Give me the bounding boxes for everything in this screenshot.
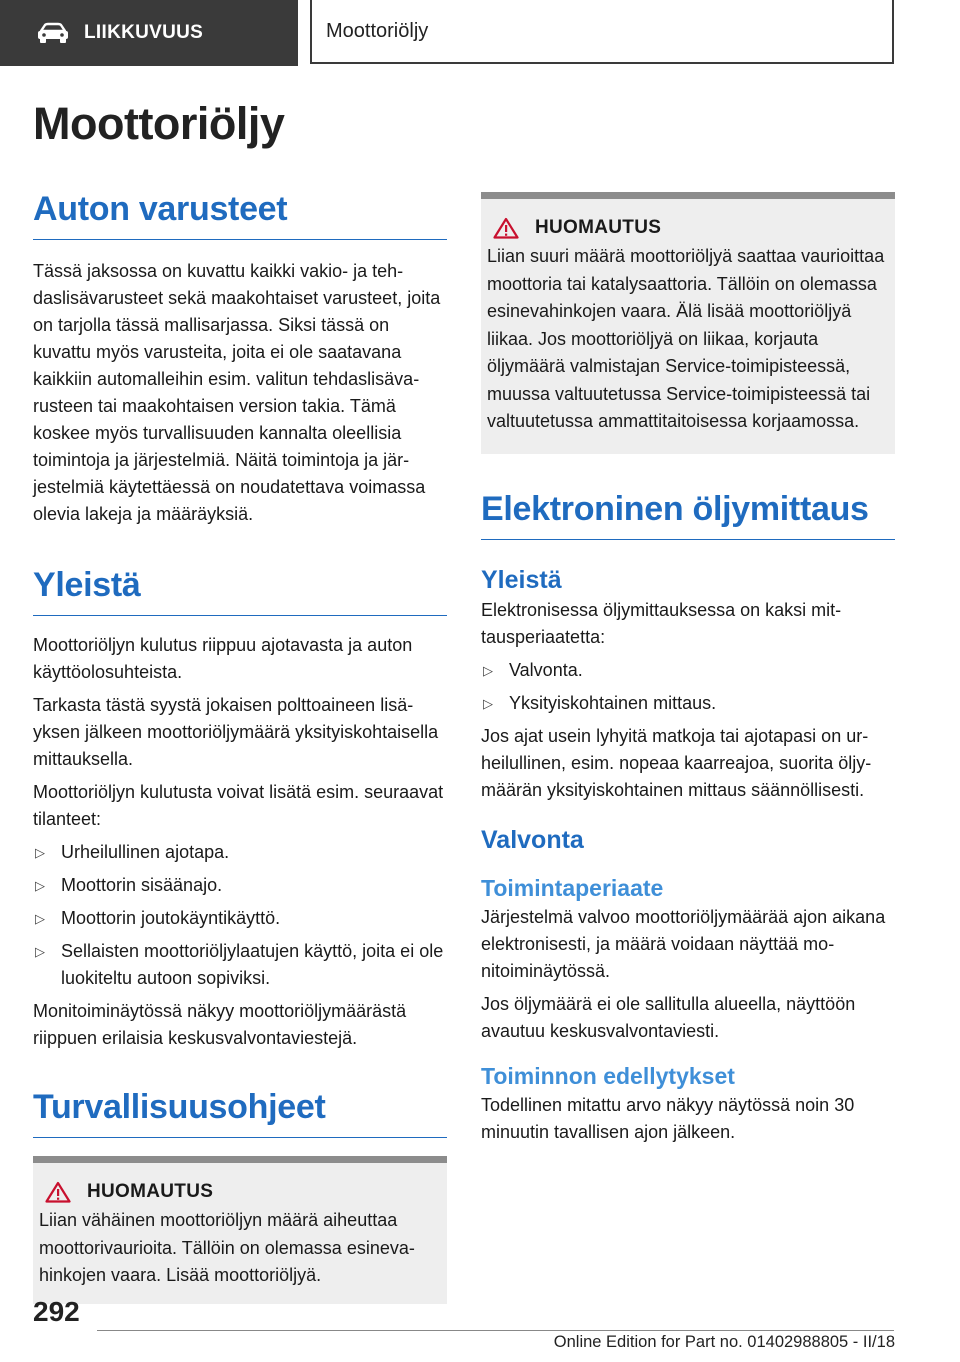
warning-triangle-icon [493,217,519,239]
list-item: ▷ Urheilullinen ajotapa. [33,839,447,866]
general-heading: Yleistä [33,566,447,616]
monitoring-heading: Valvonta [481,825,584,854]
general-p2: Tarkasta tästä syystä jokaisen polttoaineen lisäyksen jälkeen moottoriöljymäärä yksityiskohtaisella mittauksella. [33,695,439,769]
warning-triangle-icon [45,1181,71,1203]
electronic-general-heading: Yleistä [481,565,562,594]
list-item: ▷ Sellaisten moottoriöljylaatujen käyttö, joita ei ole luokiteltu autoon sopiviksi. [33,938,447,992]
electronic-general-text2: Jos ajat usein lyhyitä matkoja tai ajotapasi on urheilullinen, esim. nopeaa kaarreajoa, suorita öljymäärän yksityiskohtainen mittaus säännöllisesti. [481,725,872,800]
general-p3: Moottoriöljyn kulutusta voivat lisätä esim. seuraavat tilanteet: [33,782,444,829]
edition-text: Online Edition for Part no. 01402988805 - II/18 [553,1333,895,1351]
notice-text: Liian suuri määrä moottoriöljyä saattaa vaurioittaa moottoria tai katalysaattoria. Tällöin on olemassa esinevahinkojen vaara. Älä lisää moottoriöljyä liikaa. Jos moottoriöljyä on liikaa, korjauta öljymäärä valmistajan Service-toimipisteessä, muussa valtuutetussa Service-toimipisteessä tai valtuutetussa ammattitaitoisessa korjaamossa. [487,246,885,431]
safety-notice [33,1156,447,1304]
electronic-heading: Elektroninen öljymittaus [481,490,895,540]
notice-title: HUOMAUTUS [87,1181,214,1202]
chapter-tab[interactable] [310,0,894,64]
triangle-bullet-icon: ▷ [483,695,493,711]
section-label: LIIKKUVUUS [84,22,204,43]
triangle-bullet-icon: ▷ [35,944,45,959]
triangle-bullet-icon: ▷ [35,911,45,926]
general-p1: Moottoriöljyn kulutus riippuu ajotavasta ja auton käyttöolosuhteista. [33,635,413,682]
consumption-list [33,839,447,992]
page-header [0,0,960,66]
equipment-text: Tässä jaksossa on kuvattu kaikki vakio- ja tehdaslisävarusteet sekä maakohtaiset varusteet, joita on tarjolla tässä mallisarjassa. Siksi tässä on kuvattu myös varusteita, joita ei ole saatavana kaikkiin automalleihin esim. valitun tehdaslisävarusteen tai maakohtaisen version takia. Tämä koskee myös turvallisuuden kannalta oleellisia toimintoja ja järjestelmiä. Näitä toimintoja ja järjestelmiä käytettäessä on noudatettava voimassa olevia lakeja ja määräyksiä. [33,261,441,524]
principle-heading: Toimintaperiaate [481,874,664,901]
overfill-notice [481,192,895,454]
footer-divider [97,1330,894,1331]
safety-heading: Turvallisuusohjeet [33,1088,447,1138]
chapter-label: Moottoriöljy [326,19,429,42]
electronic-general-text: Elektronisessa öljymittauksessa on kaksi mittausperiaatetta: [481,599,842,647]
notice-text: Liian vähäinen moottoriöljyn määrä aiheuttaa moottorivaurioita. Tällöin on olemassa esinevahinkojen vaara. Lisää moottoriöljyä. [39,1210,415,1285]
principle-list [481,657,895,717]
equipment-heading: Auton varusteet [33,190,447,240]
general-p4: Monitoiminäytössä näkyy moottoriöljymäärästä riippuen erilaisia keskusvalvontaviestejä. [33,1001,407,1048]
notice-title: HUOMAUTUS [535,217,662,238]
triangle-bullet-icon: ▷ [35,845,45,860]
principle-p1: Järjestelmä valvoo moottoriöljymäärää ajon aikana elektronisesti, ja määrä voidaan näyttää monitoiminäytössä. [481,906,886,981]
page-title: Moottoriöljy [33,98,285,149]
conditions-heading: Toiminnon edellytykset [481,1062,735,1089]
right-column [481,190,895,1152]
list-item: ▷ Valvonta. [481,657,895,684]
conditions-text: Todellinen mitattu arvo näkyy näytössä noin 30 minuutin tavallisen ajon jälkeen. [481,1094,855,1142]
section-tab[interactable] [0,0,298,66]
page-number: 292 [33,1296,80,1327]
triangle-bullet-icon: ▷ [483,662,493,678]
left-column [33,190,447,1304]
list-item: ▷ Moottorin sisäänajo. [33,872,447,899]
list-item: ▷ Yksityiskohtainen mittaus. [481,690,895,717]
car-icon [36,22,70,44]
triangle-bullet-icon: ▷ [35,878,45,893]
principle-p2: Jos öljymäärä ei ole sallitulla alueella, näyttöön avautuu keskusvalvontaviesti. [481,993,856,1041]
list-item: ▷ Moottorin joutokäyntikäyttö. [33,905,447,932]
